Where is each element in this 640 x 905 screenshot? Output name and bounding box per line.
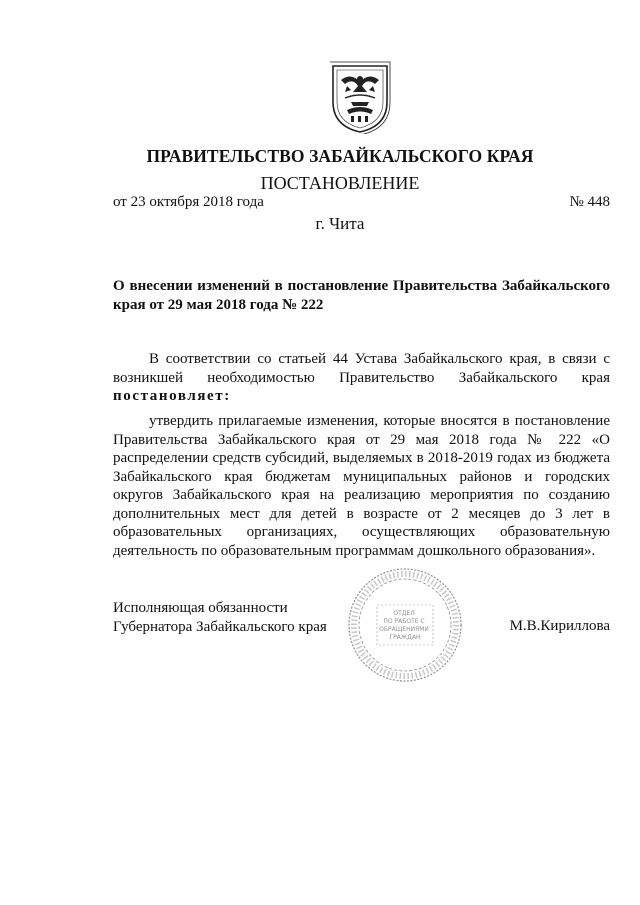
document-number: № 448: [569, 194, 610, 210]
svg-text:ОТДЕЛ ПО РАБОТЕ С: [379, 610, 431, 641]
seal-stamp-icon: [345, 565, 465, 685]
paragraph-1-text: В соответствии со статьей 44 Устава Забайкальского края, в связи с возникшей необходимостью Правительство Забайкальского края: [113, 351, 610, 386]
document-date: от 23 октября 2018 года: [113, 194, 264, 210]
stamp-line-2: ПО РАБОТЕ С: [383, 618, 425, 625]
signer-position-line-1: Исполняющая обязанности: [113, 600, 288, 616]
stamp-line-1: ОТДЕЛ: [393, 610, 415, 617]
government-title: ПРАВИТЕЛЬСТВО ЗАБАЙКАЛЬСКОГО КРАЯ: [146, 146, 534, 166]
stamp-line-3: ОБРАЩЕНИЯМИ: [379, 626, 429, 633]
document-subject: О внесении изменений в постановление Правительства Забайкальского края от 29 мая 2018 года № 222: [113, 278, 610, 313]
signer-position-line-2: Губернатора Забайкальского края: [113, 619, 327, 635]
document-city: г. Чита: [315, 214, 365, 233]
signer-name: М.В.Кириллова: [509, 618, 610, 634]
stamp-line-4: ГРАЖДАН: [389, 634, 421, 641]
resolution-keyword: постановляет:: [113, 388, 231, 404]
signer-position: [113, 599, 327, 637]
coat-of-arms-icon: [327, 56, 393, 134]
document-type: ПОСТАНОВЛЕНИЕ: [260, 173, 420, 193]
body-paragraph-2: утвердить прилагаемые изменения, которые вносятся в постановление Правительства Забайкальского края от 29 мая 2018 года № 222 «О распределении средств субсидий, выделяемых в 2018-2019 годах из бюджета Забайкальского края бюджетам муниципальных районов и городских округов Забайкальского края на реализацию мероприятия по созданию дополнительных мест для детей в возрасте от 2 месяцев до 3 лет в образовательных организациях, осуществляющих образовательную деятельность по образовательным программам дошкольного образования».: [113, 413, 610, 559]
body-paragraph-1: [113, 350, 610, 406]
